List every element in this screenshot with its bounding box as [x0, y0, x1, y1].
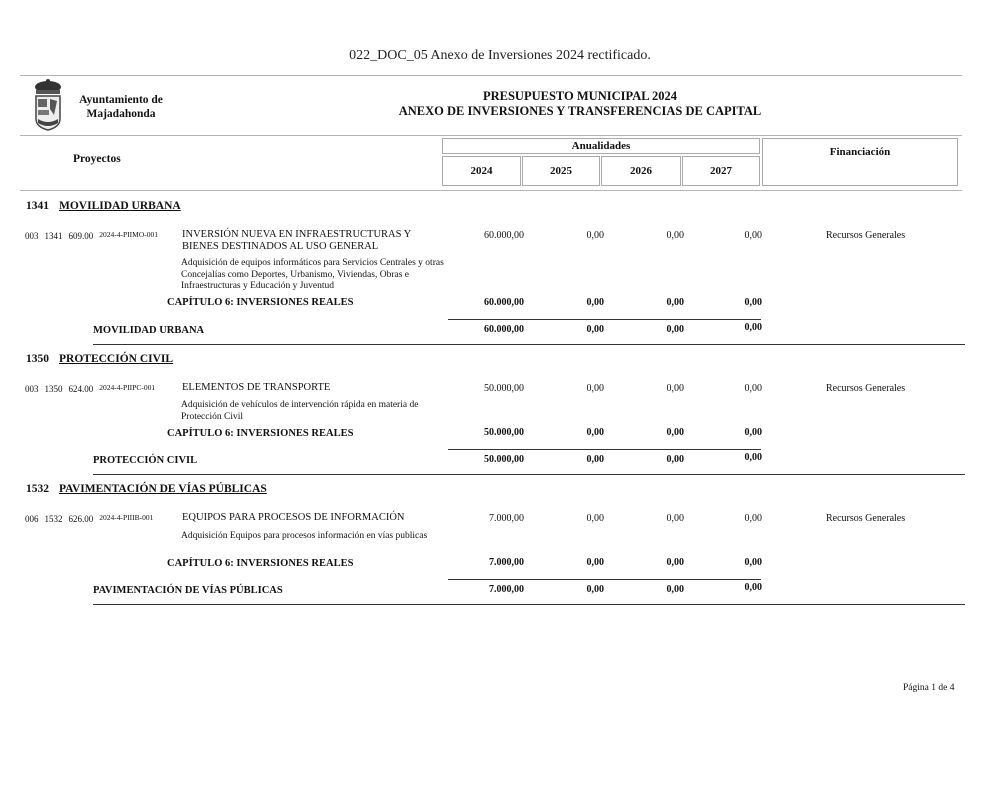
column-header-year-2024: 2024 — [442, 156, 521, 186]
project-reference: 2024-4-PIIIB-001 — [99, 513, 154, 522]
total-value-2026: 0,00 — [666, 324, 684, 335]
report-title — [300, 89, 860, 119]
total-value-2025: 0,00 — [586, 454, 604, 465]
section-total-label: PAVIMENTACIÓN DE VÍAS PÚBLICAS — [93, 585, 283, 596]
chapter-value-2024: 7.000,00 — [489, 557, 524, 568]
chapter-label: CAPÍTULO 6: INVERSIONES REALES — [167, 297, 354, 308]
document-title: 022_DOC_05 Anexo de Inversiones 2024 rectificado. — [349, 48, 651, 63]
organization-name-line2: Majadahonda — [86, 108, 156, 120]
section-bottom-rule — [93, 474, 965, 475]
total-value-2024: 50.000,00 — [484, 454, 524, 465]
total-value-2027: 0,00 — [744, 582, 762, 593]
organic-code: 003 — [25, 231, 39, 241]
chapter-value-2025: 0,00 — [586, 297, 604, 308]
section-code: 1341 — [26, 200, 49, 212]
coat-of-arms-icon — [30, 79, 66, 131]
organic-code: 003 — [25, 384, 39, 394]
report-title-line2: ANEXO DE INVERSIONES Y TRANSFERENCIAS DE CAPITAL — [398, 104, 762, 118]
total-value-2025: 0,00 — [586, 324, 604, 335]
subtotal-rule — [448, 579, 761, 580]
column-header-year-2026: 2026 — [601, 156, 681, 186]
column-header-year-2025: 2025 — [522, 156, 600, 186]
section-code: 1532 — [26, 483, 49, 495]
budget-line-description: Adquisición de equipos informáticos para Servicios Centrales y otras Concejalías como Deportes, Urbanismo, Viviendas, Obras e Infraestructuras y Educación y Juventud — [181, 258, 444, 291]
chapter-value-2025: 0,00 — [586, 427, 604, 438]
chapter-value-2026: 0,00 — [666, 297, 684, 308]
chapter-value-2027: 0,00 — [744, 297, 762, 308]
chapter-value-2026: 0,00 — [666, 427, 684, 438]
budget-line-codes — [25, 383, 161, 394]
section-heading — [26, 200, 181, 212]
subtotal-rule — [448, 449, 761, 450]
chapter-value-2024: 50.000,00 — [484, 427, 524, 438]
value-2027: 0,00 — [744, 230, 762, 241]
program-code: 1532 — [44, 514, 63, 524]
chapter-label: CAPÍTULO 6: INVERSIONES REALES — [167, 428, 354, 439]
value-2027: 0,00 — [744, 383, 762, 394]
economic-code: 626.00 — [68, 514, 94, 524]
section-heading — [26, 353, 173, 365]
chapter-value-2027: 0,00 — [744, 427, 762, 438]
budget-line-codes — [25, 230, 164, 241]
section-total-label: MOVILIDAD URBANA — [93, 325, 205, 336]
total-value-2024: 60.000,00 — [484, 324, 524, 335]
value-2024: 60.000,00 — [484, 230, 524, 241]
chapter-label: CAPÍTULO 6: INVERSIONES REALES — [167, 558, 354, 569]
value-2026: 0,00 — [666, 383, 684, 394]
total-value-2025: 0,00 — [586, 584, 604, 595]
value-2024: 7.000,00 — [489, 513, 524, 524]
subtotal-rule — [448, 319, 761, 320]
total-value-2026: 0,00 — [666, 454, 684, 465]
value-2027: 0,00 — [744, 513, 762, 524]
report-title-line1: PRESUPUESTO MUNICIPAL 2024 — [482, 89, 677, 103]
budget-line-description: Adquisición de vehículos de intervención rápida en materia de Protección Civil — [181, 400, 419, 422]
column-header-projects: Proyectos — [73, 153, 121, 165]
financing-source: Recursos Generales — [826, 513, 906, 524]
budget-line-codes — [25, 513, 159, 524]
chapter-value-2027: 0,00 — [744, 557, 762, 568]
header-top-divider — [20, 75, 962, 76]
section-bottom-rule — [93, 344, 965, 345]
total-value-2027: 0,00 — [744, 452, 762, 463]
financing-source: Recursos Generales — [826, 230, 906, 241]
value-2025: 0,00 — [586, 230, 604, 241]
header-bottom-divider — [20, 135, 962, 136]
program-code: 1350 — [44, 384, 63, 394]
value-2025: 0,00 — [586, 383, 604, 394]
budget-line-title: INVERSIÓN NUEVA EN INFRAESTRUCTURAS Y BIENES DESTINADOS AL USO GENERAL — [182, 229, 411, 252]
section-name: PAVIMENTACIÓN DE VÍAS PÚBLICAS — [59, 483, 267, 495]
economic-code: 609.00 — [68, 231, 94, 241]
budget-line-description: Adquisición Equipos para procesos información en vías publicas — [181, 531, 428, 541]
section-total-label: PROTECCIÓN CIVIL — [93, 455, 198, 466]
organic-code: 006 — [25, 514, 39, 524]
chapter-value-2024: 60.000,00 — [484, 297, 524, 308]
column-header-annualities: Anualidades — [442, 138, 760, 154]
value-2026: 0,00 — [666, 230, 684, 241]
value-2024: 50.000,00 — [484, 383, 524, 394]
financing-source: Recursos Generales — [826, 383, 906, 394]
page-number: Página 1 de 4 — [903, 683, 955, 693]
organization-name — [62, 93, 180, 121]
column-header-financing: Financiación — [762, 138, 958, 186]
economic-code: 624.00 — [68, 384, 94, 394]
section-heading — [26, 483, 267, 495]
value-2026: 0,00 — [666, 513, 684, 524]
organization-name-line1: Ayuntamiento de — [79, 94, 163, 106]
total-value-2027: 0,00 — [744, 322, 762, 333]
total-value-2024: 7.000,00 — [489, 584, 524, 595]
section-code: 1350 — [26, 353, 49, 365]
section-name: PROTECCIÓN CIVIL — [59, 353, 174, 365]
table-header-divider — [20, 190, 962, 191]
program-code: 1341 — [44, 231, 63, 241]
section-bottom-rule — [93, 604, 965, 605]
chapter-value-2026: 0,00 — [666, 557, 684, 568]
total-value-2026: 0,00 — [666, 584, 684, 595]
project-reference: 2024-4-PIIMO-001 — [99, 230, 158, 239]
budget-line-title: ELEMENTOS DE TRANSPORTE — [182, 382, 331, 393]
chapter-value-2025: 0,00 — [586, 557, 604, 568]
budget-line-title: EQUIPOS PARA PROCESOS DE INFORMACIÓN — [182, 512, 405, 523]
section-name: MOVILIDAD URBANA — [59, 200, 181, 212]
value-2025: 0,00 — [586, 513, 604, 524]
project-reference: 2024-4-PIIPC-001 — [99, 383, 156, 392]
column-header-year-2027: 2027 — [682, 156, 760, 186]
